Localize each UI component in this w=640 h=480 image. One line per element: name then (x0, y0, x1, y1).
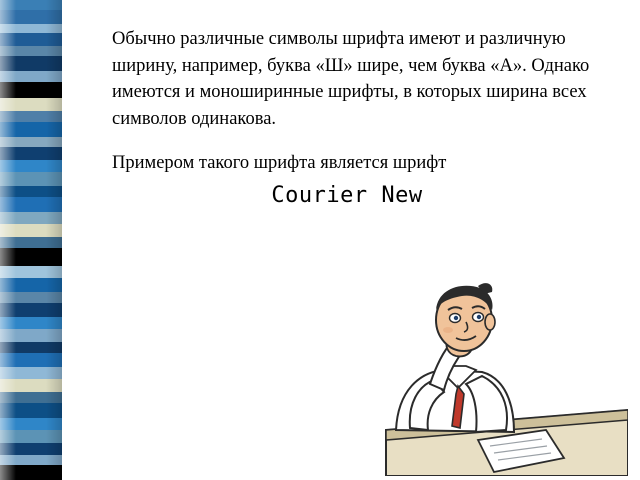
band-stripe (0, 455, 62, 465)
band-stripe (0, 147, 62, 160)
band-stripe (0, 0, 62, 10)
band-stripe (0, 122, 62, 137)
band-stripe (0, 10, 62, 24)
band-stripe (0, 71, 62, 82)
band-stripe (0, 248, 62, 266)
band-stripe (0, 430, 62, 443)
monospace-sample-text: Courier New (271, 183, 423, 208)
band-stripe (0, 98, 62, 111)
band-stripe (0, 82, 62, 98)
band-stripe (0, 266, 62, 278)
band-stripe (0, 317, 62, 329)
band-stripe (0, 353, 62, 367)
band-stripe (0, 418, 62, 430)
band-stripe (0, 137, 62, 147)
band-stripe (0, 160, 62, 172)
band-stripe (0, 237, 62, 248)
band-stripe (0, 224, 62, 237)
band-stripe (0, 379, 62, 392)
band-stripe (0, 278, 62, 292)
band-stripe (0, 24, 62, 33)
band-stripe (0, 367, 62, 379)
band-stripe (0, 197, 62, 212)
band-stripe (0, 172, 62, 186)
paragraph-two: Примером такого шрифта является шрифт (112, 153, 447, 173)
band-stripe (0, 465, 62, 480)
band-stripe (0, 303, 62, 317)
band-stripe (0, 403, 62, 418)
paragraph-one: Обычно различные символы шрифта имеют и различную ширину, например, буква «Ш» шире, чем буква «А». Однако имеются и моноширинные шрифты, в которых ширина всех символов одинакова. (112, 29, 590, 129)
band-stripe (0, 111, 62, 122)
band-stripe (0, 329, 62, 342)
band-stripe (0, 33, 62, 46)
band-stripe (0, 392, 62, 403)
band-stripe (0, 46, 62, 56)
band-stripe (0, 292, 62, 303)
band-stripe (0, 342, 62, 353)
clipart-man-at-desk (378, 280, 628, 476)
band-stripe (0, 56, 62, 71)
band-stripe (0, 443, 62, 455)
band-stripe (0, 212, 62, 224)
left-color-stripe-band (0, 0, 62, 480)
band-stripe (0, 186, 62, 197)
